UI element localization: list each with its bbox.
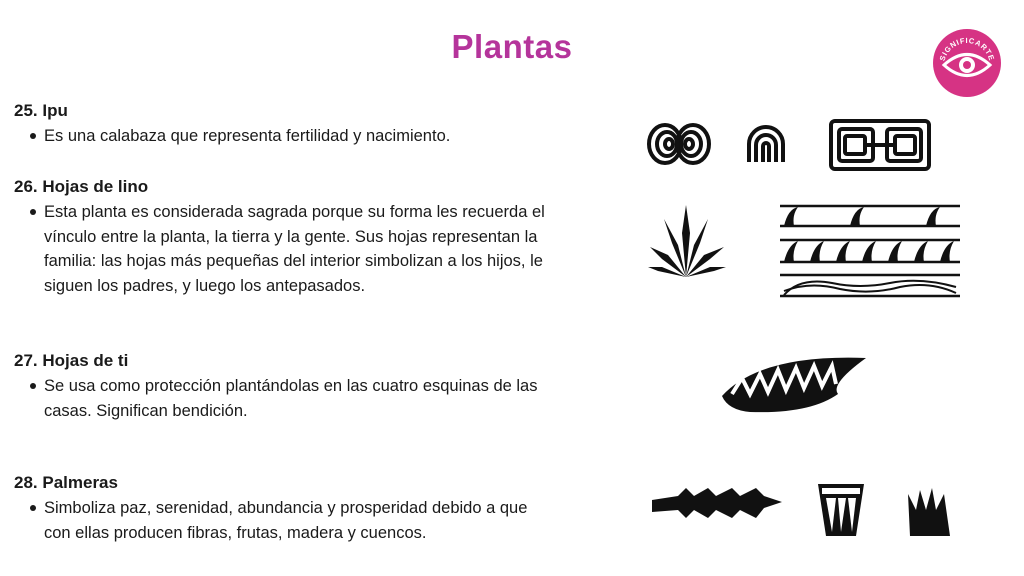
section-heading: 28. Palmeras [14,473,118,492]
flax-leaf-icon [648,203,726,281]
section-heading: 27. Hojas de ti [14,351,129,370]
section-bullet: Esta planta es considerada sagrada porque su forma les recuerda el vínculo entre la planta, la tierra y la gente. Sus hojas representan la familia: las hojas más pequeñas del interior simbolizan a los hijos, le siguen los padres, y luego los antepasados. [14,200,554,298]
section-heading: 25. Ipu [14,101,68,120]
ti-leaf-icon [720,354,868,416]
ipu-gourd-icon [645,118,935,174]
section-palmeras [14,472,554,545]
page-title: Plantas [451,28,573,65]
section-bullet: Se usa como protección plantándolas en las cuatro esquinas de las casas. Significan bendición. [14,374,554,423]
section-ipu [14,100,554,149]
section-lino [14,176,554,298]
section-bullet: Es una calabaza que representa fertilidad y nacimiento. [14,124,554,149]
significarte-logo [930,26,1004,100]
logo-text: SIGNIFICARTE [937,35,997,63]
flax-band-icon [780,203,962,299]
palm-tree-icon [650,480,960,540]
section-heading: 26. Hojas de lino [14,177,149,196]
section-bullet: Simboliza paz, serenidad, abundancia y prosperidad debido a que con ellas producen fibras, frutas, madera y cuencos. [14,496,554,545]
section-ti [14,350,554,423]
